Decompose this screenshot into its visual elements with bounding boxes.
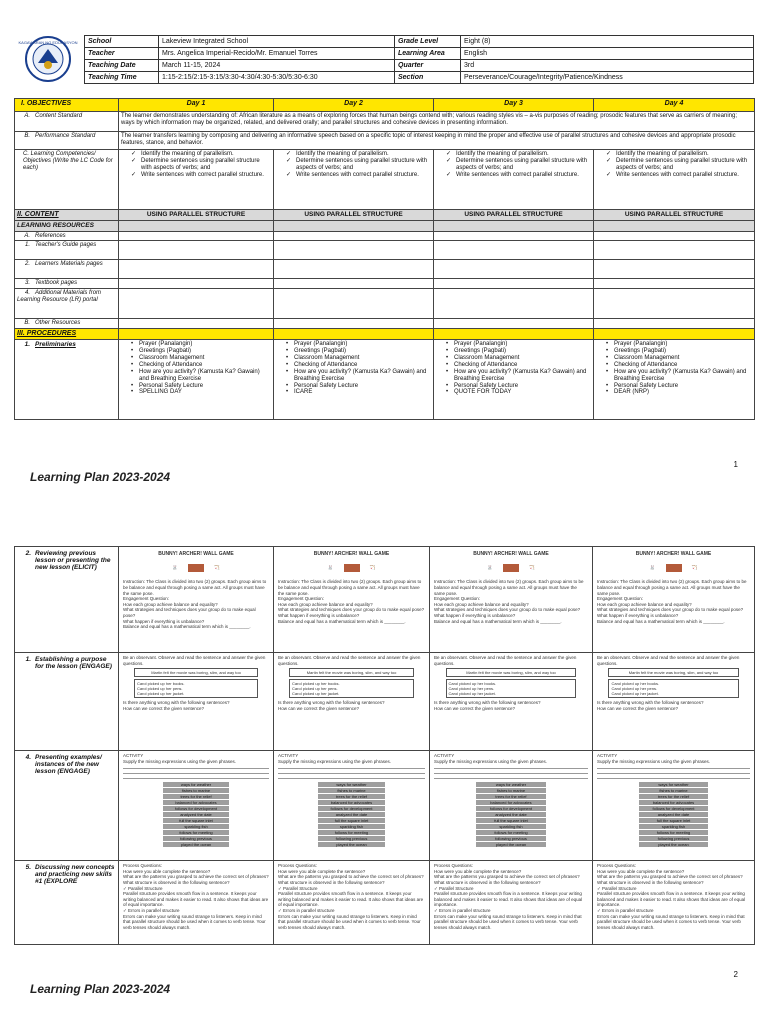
preliminaries-day-1: • Prayer (Panalangin) • Greetings (Pagbati) • Classroom Management • Checking of Attendance • How are you activity? (Kamusta Ka? Gawain) and Breathing Exercise • Personal Safety Lecture • SPELLING DAY (119, 340, 274, 420)
elicit-label: 2. Reviewing previous lesson or presenting the new lesson (ELICIT) (15, 547, 119, 653)
grade-value: Eight (8) (461, 36, 754, 48)
examples-day-2: ACTIVITY Supply the missing expressions using the given phrases. ways for weather fishes to marine trees for the relief balanced for advocates follows for development analyzed the date full the square inlet sparkling fish follows for meeting following previous played the ocean (274, 751, 430, 861)
footer-title-2: Learning Plan 2023-2024 (30, 982, 171, 996)
school-value: Lakeview Integrated School (159, 36, 395, 48)
elicit-day-3: BUNNY! ARCHER! WALL GAME 🐰 🏹 Instruction: The Class is divided into two (2) groups. Each group aims to be balance and equal through posing a same act. All groups must have the same pose. Engagement Question: How each group achieve balance and equality? What strategies and techniques does your group do to make equal pose? What happen if everything is unbalance? Balance and equal has a mathematical term which is ________. (430, 547, 593, 653)
examples-label: 4. Presenting examples/ instances of the new lesson (ENGAGE) (15, 751, 119, 861)
content-day-2: USING PARALLEL STRUCTURE (274, 210, 434, 221)
section-value: Perseverance/Courage/Integrity/Patience/Kindness (461, 72, 754, 84)
engage-day-2: Be an observant. Observe and read the sentence and answer the given questions. Martin felt the movie was boring, slim, and way too Carol picked up her books. Carol picked up her pens. Carol picked up her jacket. Is there anything wrong with the following sentences? How can we correct the given sentence? (274, 653, 430, 751)
lm-pages-label: 2. Learners Materials pages (15, 260, 119, 279)
bunny-icon: 🐰 (327, 565, 334, 571)
quarter-value: 3rd (461, 60, 754, 72)
area-label: Learning Area (395, 48, 461, 60)
content-standard-text: The learner demonstrates understanding of: African literature as a means of exploring forces that human beings contend with; various reading styles vis – a-vis purposes of reading; prosodic features that serve as carriers of meaning; ways by which information may be organized, related, and delivered orally; and parallel structures and cohesive devices in presenting information. (119, 112, 755, 132)
area-value: English (461, 48, 754, 60)
performance-standard-label: B. Performance Standard (15, 132, 119, 150)
preliminaries-day-2: • Prayer (Panalangin) • Greetings (Pagbati) • Classroom Management • Checking of Attendance • How are you activity? (Kamusta Ka? Gawain) and Breathing Exercise • Personal Safety Lecture • ICARE (274, 340, 434, 420)
time-value: 1:15-2:15/2:15-3:15/3:30-4:30/4:30-5:30/5:30-6:30 (159, 72, 395, 84)
header-block (14, 33, 754, 85)
textbook-pages-label: 3. Textbook pages (15, 279, 119, 289)
elicit-row (15, 547, 755, 653)
performance-standard-text: The learner transfers learning by composing and delivering an informative speech based on a specific topic of interest keeping in mind the proper and effective use of parallel structures and cohesive devices and appropriate prosodic features, stance, and behavior. (119, 132, 755, 150)
explore-label: 5. Discussing new concepts and practicing new skills #1 (EXPLORE (15, 861, 119, 945)
explore-day-4: Process Questions: How were you able complete the sentence? What are the patterns you grasped to achieve the correct set of phrases? What structure is observed in the following sentence? ✓ Parallel Structure Parallel structure provides smooth flow in a sentence. It keeps your writing balanced and makes it easier to read. It also shows that ideas are of equal importance. ✓ Errors in parallel structure Errors can make your writing sound strange to listeners. Keep in mind that parallel structure should be used when it comes to verb tense. Your verb tenses should always match. (593, 861, 755, 945)
references-label: A. References (15, 231, 119, 241)
school-label: School (85, 36, 159, 48)
bunny-icon: 🐰 (649, 565, 656, 571)
page-number-1: 1 (733, 460, 738, 469)
preliminaries-label: 1. Preliminaries (15, 340, 119, 420)
content-day-4: USING PARALLEL STRUCTURE (594, 210, 755, 221)
bunny-icon: 🐰 (487, 565, 493, 571)
bunny-icon: 🐰 (172, 565, 178, 571)
archer-icon: 🏹 (214, 565, 220, 571)
deped-seal-logo (16, 35, 80, 83)
elicit-day-4: BUNNY! ARCHER! WALL GAME 🐰 🏹 Instruction: The Class is divided into two (2) groups. Each group aims to be balance and equal through posing a same act. All groups must have the same pose. Engagement Question: How each group achieve balance and equality? What strategies and techniques does your group do to make equal pose? What happen if everything is unbalance? Balance and equal has a mathematical term which is ________. (593, 547, 755, 653)
explore-day-3: Process Questions: How were you able complete the sentence? What are the patterns you grasped to achieve the correct set of phrases? What structure is observed in the following sentence? ✓ Parallel Structure Parallel structure provides smooth flow in a sentence. It keeps your writing balanced and makes it easier to read. It also shows that ideas are of equal importance. ✓ Errors in parallel structure Errors can make your writing sound strange to listeners. Keep in mind that parallel structure should be used when it comes to verb tense. Your verb tenses should always match. (430, 861, 593, 945)
examples-day-4: ACTIVITY Supply the missing expressions using the given phrases. ways for weather fishes to marine trees for the relief balanced for advocates follows for development analyzed the date full the square inlet sparkling fish follows for meeting following previous played the ocean (593, 751, 755, 861)
explore-day-2: Process Questions: How were you able complete the sentence? What are the patterns you grasped to achieve the correct set of phrases? What structure is observed in the following sentence? ✓ Parallel Structure Parallel structure provides smooth flow in a sentence. It keeps your writing balanced and makes it easier to read. It also shows that ideas are of equal importance. ✓ Errors in parallel structure Errors can make your writing sound strange to listeners. Keep in mind that parallel structure should be used when it comes to verb tense. Your verb tenses should always match. (274, 861, 430, 945)
engage-row (15, 653, 755, 751)
page-1 (0, 0, 768, 500)
page-2 (0, 500, 768, 1024)
explore-row (15, 861, 755, 945)
day-3-heading: Day 3 (434, 99, 594, 112)
quarter-label: Quarter (395, 60, 461, 72)
competencies-label: C. Learning Competencies/ Objectives (Write the LC Code for each) (15, 150, 119, 210)
content-day-3: USING PARALLEL STRUCTURE (434, 210, 594, 221)
content-standard-label: A. Content Standard (15, 112, 119, 132)
day-1-heading: Day 1 (119, 99, 274, 112)
wall-icon (666, 564, 682, 572)
content-label: II. CONTENT (15, 210, 119, 221)
header-table (84, 35, 754, 84)
svg-text:KAGAWARAN NG EDUKASYON: KAGAWARAN NG EDUKASYON (18, 40, 78, 45)
section-label: Section (395, 72, 461, 84)
archer-icon: 🏹 (369, 565, 376, 571)
teacher-label: Teacher (85, 48, 159, 60)
teacher-value: Mrs. Angelica Imperial-Recido/Mr. Emanuel Torres (159, 48, 395, 60)
time-label: Teaching Time (85, 72, 159, 84)
procedures-label: III. PROCEDURES (15, 329, 119, 340)
content-day-1: USING PARALLEL STRUCTURE (119, 210, 274, 221)
procedures-table (14, 546, 755, 945)
competencies-day-1: ✓ Identify the meaning of parallelism. ✓ Determine sentences using parallel structure with aspects of verbs; and ✓ Write sentences with correct parallel structure. (119, 150, 274, 210)
examples-day-1: ACTIVITY Supply the missing expressions using the given phrases. ways for weather fishes to marine trees for the relief balanced for advocates follows for development analyzed the date full the square inlet sparkling fish follows for meeting following previous played the ocean (119, 751, 274, 861)
competencies-day-4: ✓ Identify the meaning of parallelism. ✓ Determine sentences using parallel structure with aspects of verbs; and ✓ Write sentences with correct parallel structure. (594, 150, 755, 210)
page-number-2: 2 (733, 970, 738, 979)
date-value: March 11-15, 2024 (159, 60, 395, 72)
additional-materials-label: 4. Additional Materials from Learning Resource (LR) portal (15, 289, 119, 319)
objectives-heading: I. OBJECTIVES (15, 99, 119, 112)
competencies-day-3: ✓ Identify the meaning of parallelism. ✓ Determine sentences using parallel structure with aspects of verbs; and ✓ Write sentences with correct parallel structure. (434, 150, 594, 210)
tg-pages-label: 1. Teacher's Guide pages (15, 241, 119, 260)
engage-day-4: Be an observant. Observe and read the sentence and answer the given questions. Martin felt the movie was boring, slim, and way too Carol picked up her books. Carol picked up her pens. Carol picked up her jacket. Is there anything wrong with the following sentences? How can we correct the given sentence? (593, 653, 755, 751)
elicit-day-1: BUNNY! ARCHER! WALL GAME 🐰 🏹 Instruction: The Class is divided into two (2) groups. Each group aims to be balance and equal through posing a same act. All groups must have the same pose. Engagement Question: How each group achieve balance and equality? What strategies and techniques does your group do to make equal pose? What happen if everything is unbalance? Balance and equal has a mathematical term which is ________. (119, 547, 274, 653)
engage-day-1: Be an observant. Observe and read the sentence and answer the given questions. Martin felt the movie was boring, slim, and way too Carol picked up her books. Carol picked up her pens. Carol picked up her jacket. Is there anything wrong with the following sentences? How can we correct the given sentence? (119, 653, 274, 751)
engage-day-3: Be an observant. Observe and read the sentence and answer the given questions. Martin felt the movie was boring, slim, and way too Carol picked up her books. Carol picked up her pens. Carol picked up her jacket. Is there anything wrong with the following sentences? How can we correct the given sentence? (430, 653, 593, 751)
wall-icon (503, 564, 519, 572)
engage-label: 1. Establishing a purpose for the lesson (ENGAGE) (15, 653, 119, 751)
examples-row (15, 751, 755, 861)
competencies-day-2: ✓ Identify the meaning of parallelism. ✓ Determine sentences using parallel structure with aspects of verbs; and ✓ Write sentences with correct parallel structure. (274, 150, 434, 210)
day-2-heading: Day 2 (274, 99, 434, 112)
archer-icon: 🏹 (529, 565, 535, 571)
examples-day-3: ACTIVITY Supply the missing expressions using the given phrases. ways for weather fishes to marine trees for the relief balanced for advocates follows for development analyzed the date full the square inlet sparkling fish follows for meeting following previous played the ocean (430, 751, 593, 861)
preliminaries-day-4: • Prayer (Panalangin) • Greetings (Pagbati) • Classroom Management • Checking of Attendance • How are you activity? (Kamusta Ka? Gawain) and Breathing Exercise • Personal Safety Lecture • DEAR (NRP) (594, 340, 755, 420)
wall-icon (344, 564, 360, 572)
preliminaries-day-3: • Prayer (Panalangin) • Greetings (Pagbati) • Classroom Management • Checking of Attendance • How are you activity? (Kamusta Ka? Gawain) and Breathing Exercise • Personal Safety Lecture • QUOTE FOR TODAY (434, 340, 594, 420)
elicit-day-2: BUNNY! ARCHER! WALL GAME 🐰 🏹 Instruction: The Class is divided into two (2) groups. Each group aims to be balance and equal through posing a same act. All groups must have the same pose. Engagement Question: How each group achieve balance and equality? What strategies and techniques does your group do to make equal pose? What happen if everything is unbalance? Balance and equal has a mathematical term which is ________. (274, 547, 430, 653)
explore-day-1: Process Questions: How were you able complete the sentence? What are the patterns you grasped to achieve the correct set of phrases? What structure is observed in the following sentence? ✓ Parallel Structure Parallel structure provides smooth flow in a sentence. It keeps your writing balanced and makes it easier to read. It also shows that ideas are of equal importance. ✓ Errors in parallel structure Errors can make your writing sound strange to listeners. Keep in mind that parallel structure should be used when it comes to verb tense. Your verb tenses should always match. (119, 861, 274, 945)
learning-resources-label: LEARNING RESOURCES (15, 221, 119, 231)
other-resources-label: B. Other Resources (15, 319, 119, 329)
archer-icon: 🏹 (691, 565, 698, 571)
grade-label: Grade Level (395, 36, 461, 48)
wall-icon (188, 564, 204, 572)
date-label: Teaching Date (85, 60, 159, 72)
footer-title-1: Learning Plan 2023-2024 (30, 470, 171, 484)
day-4-heading: Day 4 (594, 99, 755, 112)
lesson-plan-table (14, 98, 755, 420)
